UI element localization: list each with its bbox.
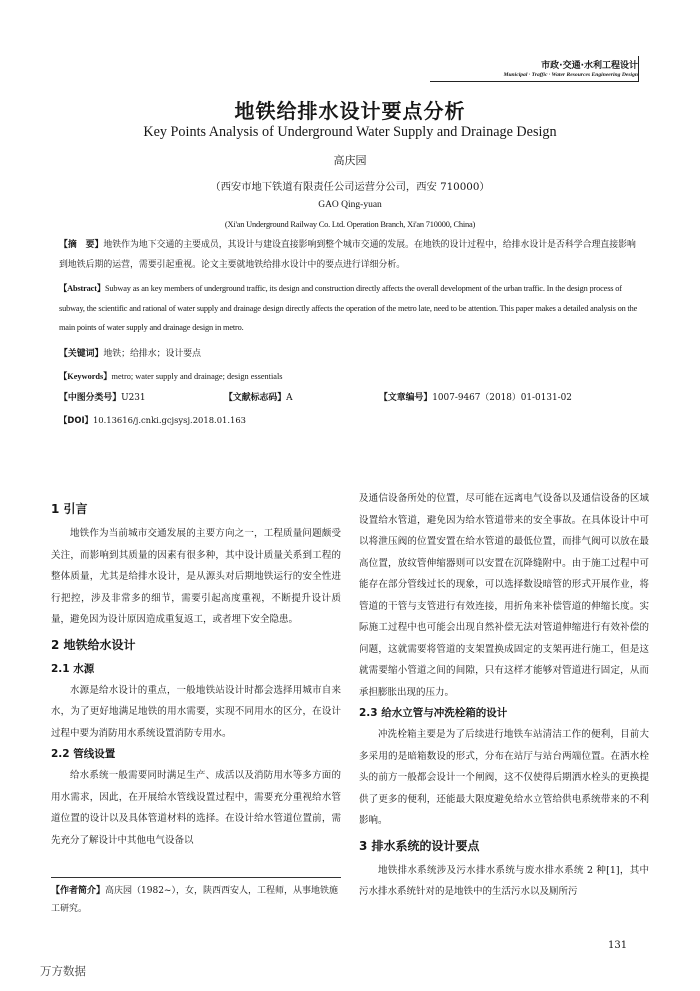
- header-vertical-rule: [638, 56, 639, 82]
- page-number: 131: [608, 940, 628, 951]
- section-2-1-heading: 2.1 水源: [51, 662, 95, 675]
- section-2-1-paragraph: 水源是给水设计的重点，一般地铁站设计时都会选择用城市自来水，为了更好地满足地铁的用水需要，实现不同用水的区分，在设计过程中要为消防用水系统设置消防专用水。: [51, 684, 341, 739]
- clc-label: 【中图分类号】: [59, 393, 122, 403]
- article-number: [379, 389, 572, 409]
- footnote-text: 高庆园（1982~），女，陕西西安人，工程师，从事地铁施工研究。: [51, 886, 338, 914]
- journal-name-cn: 市政·交通·水利工程设计: [541, 61, 638, 71]
- section-1-paragraph: 地铁作为当前城市交通发展的主要方向之一，工程质量问题颇受关注，而影响到其质量的因素有很多种，其中设计质量关系到工程的整体质量，尤其是给排水设计，是从源头对后期地铁运行的安全性进行把控，涉及非常多的细节，需要引起高度重视，不断提升设计质量，避免因为设计原因造成重复返工，或者埋下安全隐患。: [51, 528, 341, 625]
- header-rule: [430, 81, 638, 82]
- section-2-2-paragraph-continued: 及通信设备所处的位置，尽可能在远离电气设备以及通信设备的区域设置给水管道，避免因为给水管道带来的安全事故。在具体设计中可以将泄压阀的位置安置在给水管道的最低位置，而排气阀可以放在最高位置，放纹管伸缩器则可以安置在沉降缝附中。由于施工过程中可能存在部分管线过长的现象，可以选择数设暗管的形式开展作业，将管道的干管与支管进行有效连接，用折角来补偿管道的伸缩长度。实际施工过程中也可能会出现自然补偿无法对管道伸缩进行有效补偿的问题，这就需要将管道的支架置换成固定的支架再进行施工，但是这就需要缩小管道之间的间隙，只有这样才能够对管道进行固定，从而承担膨胀出现的压力。: [359, 493, 649, 698]
- classification-row: [59, 389, 644, 409]
- keywords-en-text: metro; water supply and drainage; design essentials: [111, 372, 283, 381]
- abstract-en: [59, 279, 644, 338]
- document-code: [224, 389, 379, 409]
- journal-name-en: Municipal · Traffic · Water Resources Engineering Design: [503, 72, 638, 78]
- article-number-value: 1007-9467（2018）01-0131-02: [432, 393, 572, 403]
- keywords-en: [59, 367, 644, 387]
- abstract-en-label: 【Abstract】: [59, 284, 105, 293]
- clc-number: [59, 389, 224, 409]
- title-en: Key Points Analysis of Underground Water Supply and Drainage Design: [143, 124, 557, 140]
- title-cn: 地铁给排水设计要点分析: [234, 99, 466, 123]
- section-2-3-heading: 2.3 给水立管与冲洗栓箱的设计: [359, 707, 508, 719]
- section-2-heading: 2 地铁给水设计: [51, 637, 136, 652]
- doc-code-label: 【文献标志码】: [224, 393, 287, 403]
- affiliation-cn: （西安市地下铁道有限责任公司运营分公司，西安 710000）: [210, 181, 490, 193]
- keywords-cn-label: 【关键词】: [59, 349, 104, 359]
- abstract-cn: [59, 236, 644, 276]
- doi-label: 【DOI】: [59, 415, 93, 425]
- section-2-2-heading: 2.2 管线设置: [51, 748, 116, 760]
- author-en: GAO Qing-yuan: [318, 200, 382, 210]
- article-number-label: 【文章编号】: [379, 393, 433, 403]
- section-2-2-paragraph: 给水系统一般需要同时满足生产、成活以及消防用水等多方面的用水需求，因此，在开展给水管线设置过程中，需要充分重视给水管道位置的设计以及具体管道材料的选择。在设计给水管道位置前，需先充分了解设计中其他电气设备以: [51, 770, 341, 846]
- keywords-cn: [59, 345, 644, 365]
- body-column-left: [51, 495, 341, 851]
- body-column-right: [359, 488, 649, 903]
- clc-value: U231: [121, 393, 146, 403]
- keywords-cn-text: 地铁；给排水；设计要点: [103, 349, 201, 359]
- doi-value: 10.13616/j.cnki.gcjsysj.2018.01.163: [92, 415, 246, 425]
- footnote-rule: [51, 877, 341, 878]
- doi: [59, 411, 644, 431]
- footnote-label: 【作者简介】: [51, 886, 106, 896]
- author-footnote: [51, 882, 341, 918]
- abstract-cn-text: 地铁作为地下交通的主要成员，其设计与建设直接影响到整个城市交通的发展。在地铁的设计过程中，给排水设计是否科学合理直接影响到地铁后期的运营，需要引起重视。论文主要就地铁给排水设计中的要点进行详细分析。: [59, 240, 636, 270]
- section-2-3-paragraph: 冲洗栓箱主要是为了后续进行地铁车站清洁工作的便利，目前大多采用的是暗箱数设的形式，分布在站厅与站台两端位置。在洒水栓头的前方一般都会设计一个闸阀，这不仅使得后期洒水栓头的更换提供了更多的便利，还能最大限度避免给水立管给供电系统带来的不利影响。: [359, 729, 649, 826]
- section-1-heading: 1 引言: [51, 502, 88, 516]
- keywords-en-label: 【Keywords】: [59, 372, 112, 381]
- affiliation-en: (Xi'an Underground Railway Co. Ltd. Operation Branch, Xi'an 710000, China): [224, 220, 476, 229]
- watermark: 万方数据: [40, 964, 86, 978]
- doc-code-value: A: [286, 393, 293, 403]
- section-3-paragraph: 地铁排水系统涉及污水排水系统与废水排水系统 2 种[1]，其中污水排水系统针对的是地铁中的生活污水以及厕所污: [359, 864, 649, 897]
- abstract-en-text: Subway as an key members of underground traffic, its design and construction directly affects the overall development of the urban traffic. In the design process of subway, the scientific and rational of water supply and drainage design directly affects the operation of the metro late, need to be attention. This paper makes a detailed analysis on the main points of water supply and drainage design in metro.: [59, 284, 638, 333]
- section-3-heading: 3 排水系统的设计要点: [359, 838, 480, 853]
- abstract-cn-label: 【摘 要】: [59, 240, 104, 250]
- author-cn: 高庆园: [333, 154, 367, 167]
